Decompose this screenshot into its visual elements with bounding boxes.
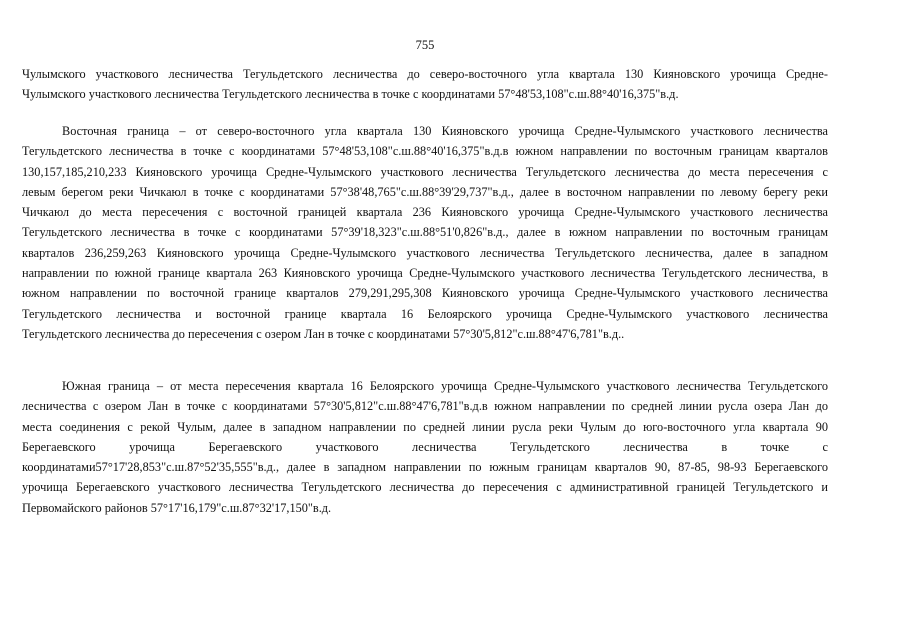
text-line: направлении по южной границе квартала 263 Кияновского урочища Средне-Чулымского участкового лесничества Тегульдетского лесничества, в: [22, 266, 828, 281]
text-line: Чулымского участкового лесничества Тегульдетского лесничества в точке с координатами 57°48'53,108"с.ш.88°40'16,375"в.д.: [22, 87, 679, 102]
text-line: Тегульдетского лесничества и восточной границе квартала 16 Белоярского урочища Средне-Чулымского участкового лесничества: [22, 306, 828, 321]
paragraph-east-boundary: [22, 121, 828, 344]
paragraph-north-boundary-end: [22, 64, 828, 105]
text-line: Восточная граница – от северо-восточного угла квартала 130 Кияновского урочища Средне-Чулымского участкового лесничества: [62, 124, 828, 138]
text-line: 130,157,185,210,233 Кияновского урочища Средне-Чулымского участкового лесничества Тегульдетского лесничества до места пересечения с: [22, 164, 828, 179]
text-line: южном направлении по восточной границе кварталов 279,291,295,308 Кияновского урочища Средне-Чулымского участкового лесничества: [22, 286, 828, 301]
text-line: Тегульдетского лесничества в точке с координатами 57°48'53,108"с.ш.88°40'16,375"в.д.в южном направлении по восточным границам кварталов: [22, 144, 828, 159]
text-line: Чичкаюл до места пересечения с восточной границей квартала 236 Кияновского урочища Средне-Чулымского участкового лесничества: [22, 205, 828, 220]
text-line: Тегульдетского лесничества в точке с координатами 57°39'18,323"с.ш.88°51'0,826"в.д., далее в южном направлении по восточным границам: [22, 225, 828, 240]
text-line: Южная граница – от места пересечения квартала 16 Белоярского урочища Средне-Чулымского участкового лесничества Тегульдетского: [62, 379, 828, 393]
text-line: лесничества с озером Лан в точке с координатами 57°30'5,812"с.ш.88°47'6,781"в.д.в южном направлении по средней линии русла озера Лан до: [22, 399, 828, 414]
text-line: Чулымского участкового лесничества Тегульдетского лесничества до северо-восточного угла квартала 130 Кияновского урочища Средне-: [22, 67, 828, 81]
paragraph-south-boundary: [22, 376, 828, 518]
text-line: урочища Берегаевского участкового лесничества Тегульдетского лесничества до пересечения с административной границей Тегульдетского и: [22, 480, 828, 495]
page-number: 755: [415, 38, 435, 52]
text-line: места соединения с рекой Чулым, далее в западном направлении по средней линии русла реки Чулым до юго-восточного угла квартала 90: [22, 419, 828, 434]
text-line: Первомайского районов 57°17'16,179"с.ш.87°32'17,150"в.д.: [22, 500, 332, 515]
text-line: координатами57°17'28,853"с.ш.87°52'35,555"в.д., далее в западном направлении по южным границам кварталов 90, 87-85, 98-93 Берегаевского: [22, 460, 828, 475]
text-line: Берегаевского урочища Берегаевского участкового лесничества Тегульдетского лесничества в точке с: [22, 439, 828, 454]
text-line: Тегульдетского лесничества до пересечения с озером Лан в точке с координатами 57°30'5,812"с.ш.88°47'6,781"в.д..: [22, 326, 625, 341]
text-line: кварталов 236,259,263 Кияновского урочища Средне-Чулымского участкового лесничества Тегульдетского лесничества, далее в западном: [22, 245, 828, 260]
text-line: левым берегом реки Чичкаюл в точке с координатами 57°38'48,765"с.ш.88°39'29,737"в.д., далее в восточном направлении по левому берегу реки: [22, 184, 828, 199]
